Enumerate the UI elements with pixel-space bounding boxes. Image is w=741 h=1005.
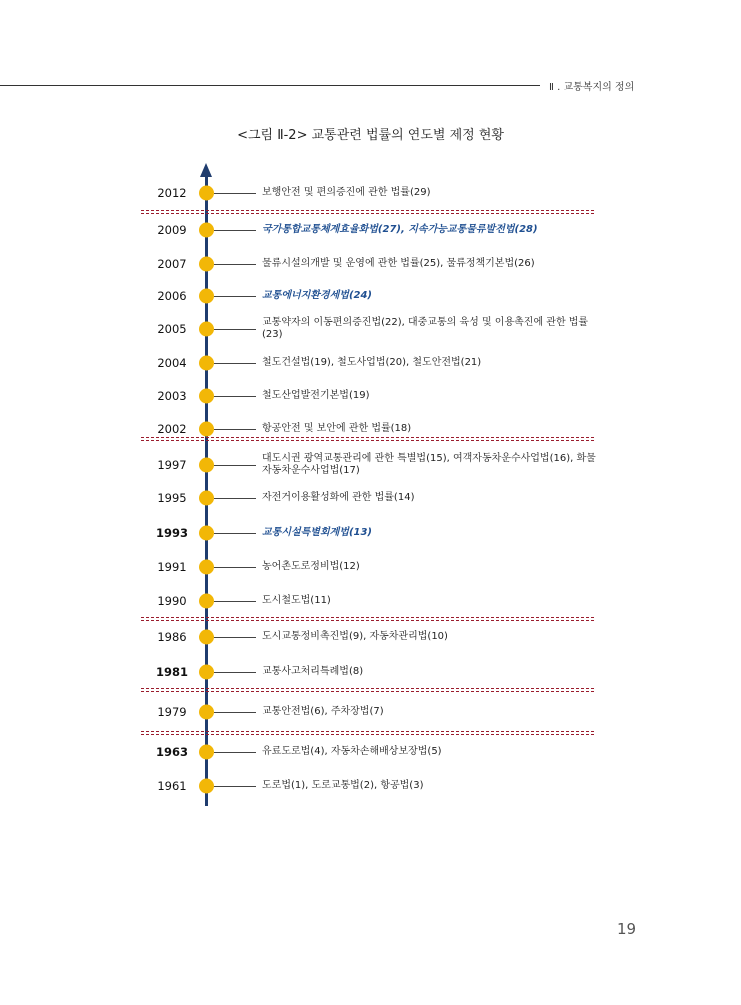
era-separator [141, 731, 594, 735]
timeline-dot [199, 491, 214, 506]
law-entry: 철도건설법(19), 철도사업법(20), 철도안전법(21) [262, 357, 482, 368]
year-label: 1961 [157, 779, 187, 793]
law-entry: 자전거이용활성화에 관한 법률(14) [262, 492, 415, 503]
connector-line [214, 230, 256, 231]
timeline-dot [199, 560, 214, 575]
law-entry: 도시철도법(11) [262, 595, 331, 606]
year-label: 2004 [157, 356, 187, 370]
connector-line [214, 264, 256, 265]
year-label: 1991 [157, 560, 187, 574]
law-entry: 교통사고처리특례법(8) [262, 666, 364, 677]
connector-line [214, 329, 256, 330]
connector-line [214, 465, 256, 466]
year-label: 2012 [157, 186, 187, 200]
section-header: Ⅱ . 교통복지의 정의 [549, 82, 635, 93]
law-entry: 도시교통정비촉진법(9), 자동차관리법(10) [262, 631, 448, 642]
connector-line [214, 396, 256, 397]
connector-line [214, 533, 256, 534]
timeline-dot [199, 745, 214, 760]
timeline-dot [199, 779, 214, 794]
connector-line [214, 637, 256, 638]
era-separator [141, 688, 594, 692]
timeline-dot [199, 223, 214, 238]
timeline-dot [199, 594, 214, 609]
year-label: 1997 [157, 458, 187, 472]
year-label: 1986 [157, 630, 187, 644]
connector-line [214, 752, 256, 753]
connector-line [214, 567, 256, 568]
law-entry: 교통약자의 이동편의증진법(22), 대중교통의 육성 및 이용촉진에 관한 법률(23) [262, 317, 589, 340]
connector-line [214, 712, 256, 713]
year-label: 1981 [155, 665, 188, 679]
timeline-dot [199, 526, 214, 541]
year-label: 1993 [155, 526, 188, 540]
law-entry: 농어촌도로정비법(12) [262, 561, 360, 572]
connector-line [214, 429, 256, 430]
law-entry: 철도산업발전기본법(19) [262, 390, 370, 401]
law-entry: 물류시설의개발 및 운영에 관한 법률(25), 물류정책기본법(26) [262, 258, 535, 269]
header-rule [0, 85, 540, 86]
timeline-dot [199, 322, 214, 337]
law-entry: 대도시권 광역교통관리에 관한 특별법(15), 여객자동차운수사업법(16), 화물자동차운수사업법(17) [262, 453, 596, 476]
era-separator [141, 437, 594, 441]
law-entry: 교통안전법(6), 주차장법(7) [262, 706, 384, 717]
connector-line [214, 363, 256, 364]
timeline-dot [199, 389, 214, 404]
year-label: 2007 [157, 257, 187, 271]
timeline-dot [199, 705, 214, 720]
law-entry: 유료도로법(4), 자동차손해배상보장법(5) [262, 746, 442, 757]
timeline-dot [199, 356, 214, 371]
year-label: 1990 [157, 594, 187, 608]
law-entry: 도로법(1), 도로교통법(2), 항공법(3) [262, 780, 424, 791]
year-label: 2002 [157, 422, 187, 436]
era-separator [141, 617, 594, 621]
year-label: 2006 [157, 289, 187, 303]
law-entry: 보행안전 및 편의증진에 관한 법률(29) [262, 187, 431, 198]
timeline-dot [199, 665, 214, 680]
year-label: 1979 [157, 705, 187, 719]
connector-line [214, 498, 256, 499]
timeline-dot [199, 458, 214, 473]
law-entry: 항공안전 및 보안에 관한 법률(18) [262, 423, 412, 434]
connector-line [214, 601, 256, 602]
year-label: 2005 [157, 322, 187, 336]
law-entry: 국가통합교통체계효율화법(27), 지속가능교통물류발전법(28) [262, 224, 538, 235]
timeline-dot [199, 186, 214, 201]
figure-title: <그림 Ⅱ-2> 교통관련 법률의 연도별 제정 현황 [237, 128, 504, 143]
timeline-dot [199, 289, 214, 304]
era-separator [141, 210, 594, 214]
year-label: 2009 [157, 223, 187, 237]
year-label: 1995 [157, 491, 187, 505]
year-label: 2003 [157, 389, 187, 403]
page-number: 19 [617, 920, 637, 938]
connector-line [214, 193, 256, 194]
year-label: 1963 [155, 745, 188, 759]
law-entry: 교통에너지환경세법(24) [262, 290, 372, 301]
timeline-dot [199, 630, 214, 645]
connector-line [214, 296, 256, 297]
timeline-dot [199, 422, 214, 437]
connector-line [214, 672, 256, 673]
connector-line [214, 786, 256, 787]
timeline-dot [199, 257, 214, 272]
law-entry: 교통시설특별회계법(13) [262, 527, 372, 538]
